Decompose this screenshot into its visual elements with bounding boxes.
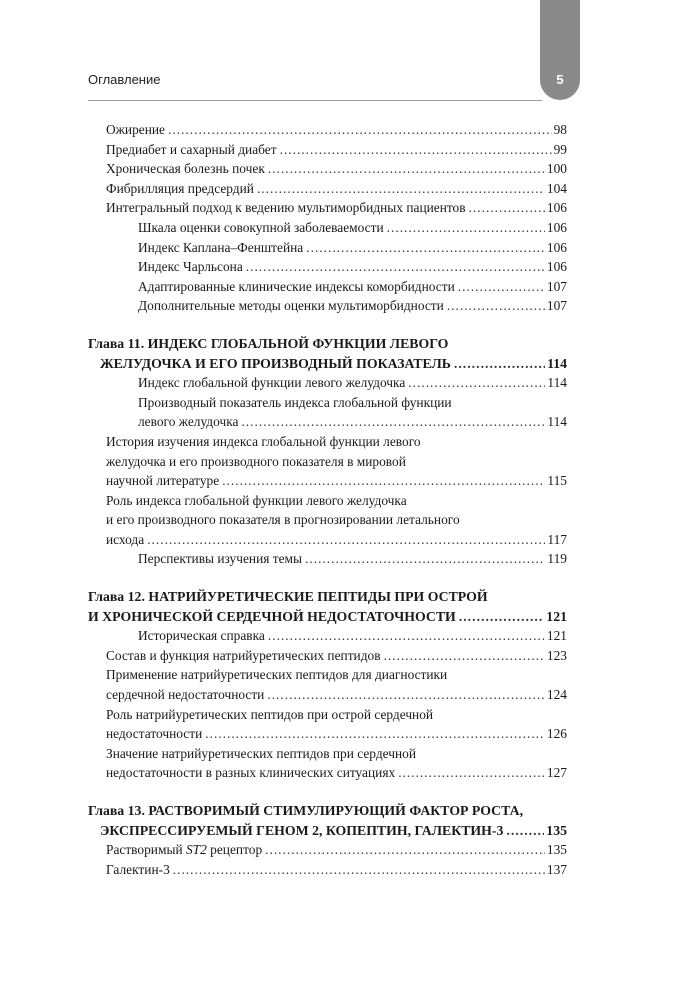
chapter-13-heading[interactable]: Глава 13. РАСТВОРИМЫЙ СТИМУЛИРУЮЩИЙ ФАКТОР РОСТА, ЭКСПРЕССИРУЕМЫЙ ГЕНОМ 2, КОПЕПТИН, ГАЛЕКТИН-3 ..... 135: [88, 801, 567, 840]
toc-subentry[interactable]: Индекс Каплана–Фенштейна ..... 106: [88, 238, 567, 258]
running-header: Оглавление: [88, 72, 161, 87]
dot-leader: [246, 257, 545, 277]
dot-leader: [408, 373, 545, 393]
dot-leader: [268, 626, 545, 646]
dot-leader: [459, 607, 545, 627]
dot-leader: [257, 179, 545, 199]
toc-entry[interactable]: Хроническая болезнь почек ..... 100: [88, 159, 567, 179]
toc-entry[interactable]: Роль индекса глобальной функции левого желудочка и его производного показателя в прогнозировании летального исхода ..... 117: [88, 491, 567, 550]
toc-entry[interactable]: Фибрилляция предсердий ..... 104: [88, 179, 567, 199]
dot-leader: [265, 840, 545, 860]
dot-leader: [306, 238, 545, 258]
toc-entry[interactable]: Предиабет и сахарный диабет ..... 99: [88, 140, 567, 160]
toc-entry[interactable]: Состав и функция натрийуретических пептидов ..... 123: [88, 646, 567, 666]
dot-leader: [305, 549, 545, 569]
chapter-12-heading[interactable]: Глава 12. НАТРИЙУРЕТИЧЕСКИЕ ПЕПТИДЫ ПРИ ОСТРОЙ И ХРОНИЧЕСКОЙ СЕРДЕЧНОЙ НЕДОСТАТОЧНОСТИ ..... 121: [88, 587, 567, 626]
page-number: 5: [556, 72, 564, 87]
header-divider: [88, 100, 542, 101]
toc-subentry[interactable]: Индекс глобальной функции левого желудочка ..... 114: [88, 373, 567, 393]
toc-entry[interactable]: Роль натрийуретических пептидов при острой сердечной недостаточности ..... 126: [88, 705, 567, 744]
dot-leader: [384, 646, 545, 666]
toc-entry[interactable]: Значение натрийуретических пептидов при сердечной недостаточности в разных клинических ситуациях ..... 127: [88, 744, 567, 783]
dot-leader: [147, 530, 545, 550]
table-of-contents: [88, 120, 567, 879]
dot-leader: [241, 412, 545, 432]
dot-leader: [205, 724, 545, 744]
dot-leader: [447, 296, 545, 316]
toc-subentry[interactable]: Адаптированные клинические индексы коморбидности ..... 107: [88, 277, 567, 297]
dot-leader: [222, 471, 545, 491]
toc-subentry[interactable]: Шкала оценки совокупной заболеваемости ..... 106: [88, 218, 567, 238]
dot-leader: [280, 140, 552, 160]
dot-leader: [387, 218, 545, 238]
toc-subentry[interactable]: Индекс Чарльсона ..... 106: [88, 257, 567, 277]
toc-entry[interactable]: История изучения индекса глобальной функции левого желудочка и его производного показателя в мировой научной литературе ..... 115: [88, 432, 567, 491]
toc-entry[interactable]: Ожирение ..... 98: [88, 120, 567, 140]
toc-subentry[interactable]: Производный показатель индекса глобальной функции левого желудочка ..... 114: [88, 393, 567, 432]
toc-entry[interactable]: Интегральный подход к ведению мультиморбидных пациентов ..... 106: [88, 198, 567, 218]
toc-subentry[interactable]: Дополнительные методы оценки мультиморбидности ..... 107: [88, 296, 567, 316]
dot-leader: [454, 354, 545, 374]
dot-leader: [506, 821, 544, 841]
toc-subentry[interactable]: Перспективы изучения темы ..... 119: [88, 549, 567, 569]
dot-leader: [458, 277, 545, 297]
toc-entry[interactable]: Галектин-3 ..... 137: [88, 860, 567, 880]
toc-entry[interactable]: Применение натрийуретических пептидов для диагностики сердечной недостаточности ..... 124: [88, 665, 567, 704]
page-number-tab: [540, 0, 580, 100]
dot-leader: [268, 159, 545, 179]
chapter-11-heading[interactable]: Глава 11. ИНДЕКС ГЛОБАЛЬНОЙ ФУНКЦИИ ЛЕВОГО ЖЕЛУДОЧКА И ЕГО ПРОИЗВОДНЫЙ ПОКАЗАТЕЛЬ ..... 114: [88, 334, 567, 373]
dot-leader: [173, 860, 545, 880]
dot-leader: [168, 120, 552, 140]
dot-leader: [469, 198, 545, 218]
toc-entry[interactable]: Растворимый ST2 рецептор ..... 135: [88, 840, 567, 860]
dot-leader: [398, 763, 545, 783]
toc-subentry[interactable]: Историческая справка ..... 121: [88, 626, 567, 646]
dot-leader: [267, 685, 545, 705]
